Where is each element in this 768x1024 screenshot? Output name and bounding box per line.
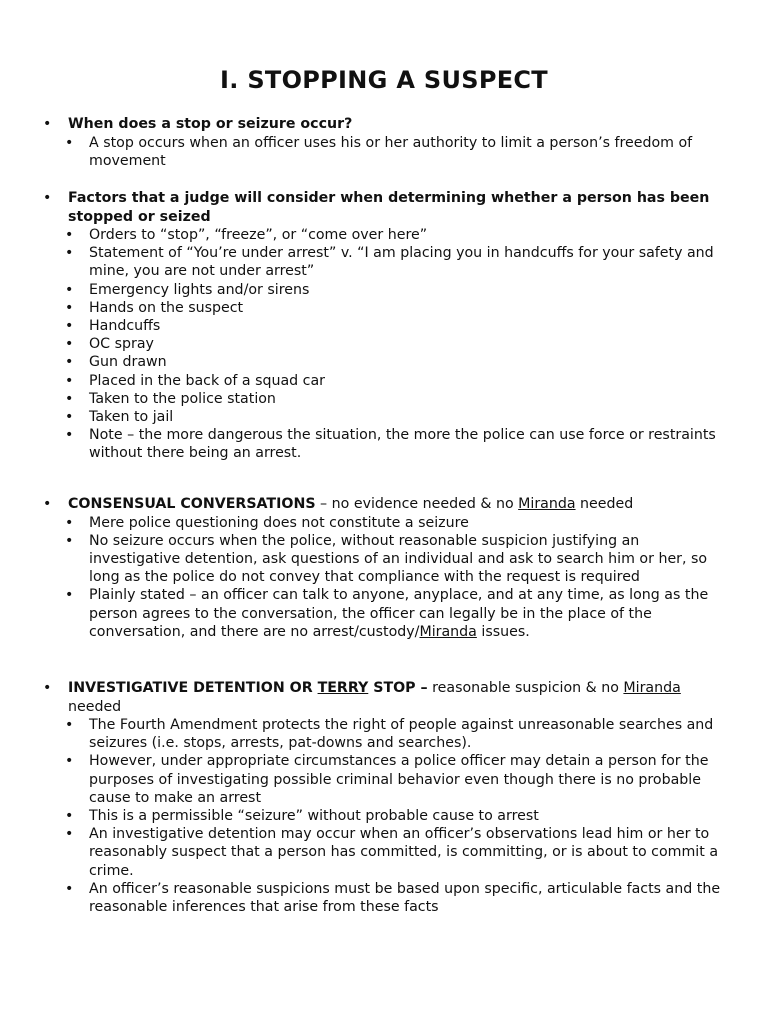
bullet-icon: • xyxy=(65,245,74,262)
section-consensual-conversations xyxy=(43,495,733,641)
list-item xyxy=(43,825,733,880)
list-item-text: A stop occurs when an officer uses his or her authority to limit a person’s freedom of movement xyxy=(89,134,693,169)
list-item-text: No seizure occurs when the police, without reasonable suspicion justifying an investigative detention, ask questions of an individual and ask to search him or her, so long as the police do not convey that compliance with the request is required xyxy=(89,532,708,586)
bullet-icon: • xyxy=(65,587,74,604)
list-item xyxy=(43,134,733,170)
heading-underlined-text: Miranda xyxy=(518,496,576,512)
heading-bold-underlined-text: TERRY xyxy=(317,680,369,696)
list-item-text xyxy=(89,586,733,641)
list-item-text: Orders to “stop”, “freeze”, or “come over here” xyxy=(89,227,428,243)
list-item xyxy=(43,514,733,532)
bullet-icon: • xyxy=(65,532,74,549)
list-item-text: An officer’s reasonable suspicions must be based upon specific, articulable facts and the reasonable inferences that arise from these facts xyxy=(89,880,721,916)
section-judge-factors xyxy=(43,189,733,463)
bullet-icon: • xyxy=(65,880,74,897)
heading-bold-text: CONSENSUAL CONVERSATIONS xyxy=(68,496,316,512)
bullet-icon: • xyxy=(43,116,52,132)
section-heading xyxy=(68,679,733,716)
list-item-text: OC spray xyxy=(89,336,154,353)
list-item xyxy=(43,408,733,426)
list-item-text: An investigative detention may occur when an officer’s observations lead him or her to reasonably suspect that a person has committed, is committing, or is about to commit a crime. xyxy=(89,826,719,879)
heading-text: – no evidence needed & no xyxy=(315,496,519,512)
item-text: issues. xyxy=(476,623,530,640)
list-item xyxy=(43,390,733,408)
list-item xyxy=(43,880,733,916)
list-item-text: Taken to jail xyxy=(89,409,174,426)
heading-text: needed xyxy=(575,496,634,512)
list-item xyxy=(43,335,733,353)
list-item xyxy=(43,115,733,134)
list-item xyxy=(43,807,733,825)
bullet-icon: • xyxy=(65,372,74,389)
list-item xyxy=(43,716,733,752)
bullet-icon: • xyxy=(65,299,74,316)
heading-text: reasonable suspicion & no xyxy=(427,680,624,696)
bullet-icon: • xyxy=(65,427,74,444)
list-item xyxy=(43,372,733,390)
list-item-text: The Fourth Amendment protects the right of people against unreasonable searches and seizures (i.e. stops, arrests, pat-downs and searches). xyxy=(89,717,714,752)
heading-bold-text: INVESTIGATIVE DETENTION OR xyxy=(68,680,318,696)
list-item-text: Gun drawn xyxy=(89,354,167,371)
list-item xyxy=(43,495,733,514)
list-item-text: This is a permissible “seizure” without probable cause to arrest xyxy=(89,808,539,825)
list-item xyxy=(43,752,733,807)
list-item xyxy=(43,317,733,335)
list-item xyxy=(43,679,733,716)
list-item-text: Handcuffs xyxy=(89,318,161,335)
list-item xyxy=(43,353,733,371)
list-item-text: However, under appropriate circumstances a police officer may detain a person for the purposes of investigating possible criminal behavior even though there is no probable cause to make an arrest xyxy=(89,753,709,806)
bullet-icon: • xyxy=(65,318,74,335)
bullet-icon: • xyxy=(65,336,74,353)
heading-bold-text: STOP – xyxy=(368,680,428,696)
bullet-icon: • xyxy=(65,808,74,825)
bullet-icon: • xyxy=(65,227,74,243)
heading-underlined-text: Miranda xyxy=(623,680,681,696)
list-item xyxy=(43,226,733,244)
bullet-icon: • xyxy=(65,826,74,843)
list-item-text: Emergency lights and/or sirens xyxy=(89,281,310,298)
item-text: Plainly stated – an officer can talk to anyone, anyplace, and at any time, as long as the person agrees to the conversation, the officer can legally be in the place of the conversation, and there are no arrest/custody/ xyxy=(89,587,709,640)
list-item xyxy=(43,281,733,299)
bullet-icon: • xyxy=(43,190,52,206)
list-item xyxy=(43,586,733,641)
bullet-icon: • xyxy=(65,753,74,770)
list-item-text: Placed in the back of a squad car xyxy=(89,372,326,389)
item-underlined-text: Miranda xyxy=(419,623,477,640)
bullet-icon: • xyxy=(65,409,74,426)
list-item xyxy=(43,244,733,280)
list-item xyxy=(43,299,733,317)
bullet-icon: • xyxy=(43,496,52,512)
section-heading: When does a stop or seizure occur? xyxy=(68,116,353,132)
bullet-icon: • xyxy=(65,354,74,371)
page-title: I. STOPPING A SUSPECT xyxy=(220,66,548,94)
list-item-text: Statement of “You’re under arrest” v. “I am placing you in handcuffs for your safety and mine, you are not under arrest” xyxy=(89,245,714,280)
section-stop-or-seizure xyxy=(43,115,733,170)
section-heading xyxy=(68,495,733,514)
list-item xyxy=(43,426,733,462)
bullet-icon: • xyxy=(65,717,74,733)
bullet-icon: • xyxy=(65,390,74,407)
section-heading: Factors that a judge will consider when determining whether a person has been stopped or seized xyxy=(68,190,710,225)
list-item-text: Taken to the police station xyxy=(89,390,276,407)
list-item-text: Mere police questioning does not constitute a seizure xyxy=(89,514,469,531)
bullet-icon: • xyxy=(65,514,74,531)
list-item-text: Note – the more dangerous the situation, the more the police can use force or restraints without there being an arrest. xyxy=(89,427,716,462)
heading-text: needed xyxy=(68,698,122,715)
section-investigative-detention xyxy=(43,679,733,916)
bullet-icon: • xyxy=(65,134,74,151)
bullet-icon: • xyxy=(65,281,74,298)
list-item-text: Hands on the suspect xyxy=(89,299,244,316)
list-item xyxy=(43,189,733,226)
bullet-icon: • xyxy=(43,680,52,696)
list-item xyxy=(43,532,733,587)
